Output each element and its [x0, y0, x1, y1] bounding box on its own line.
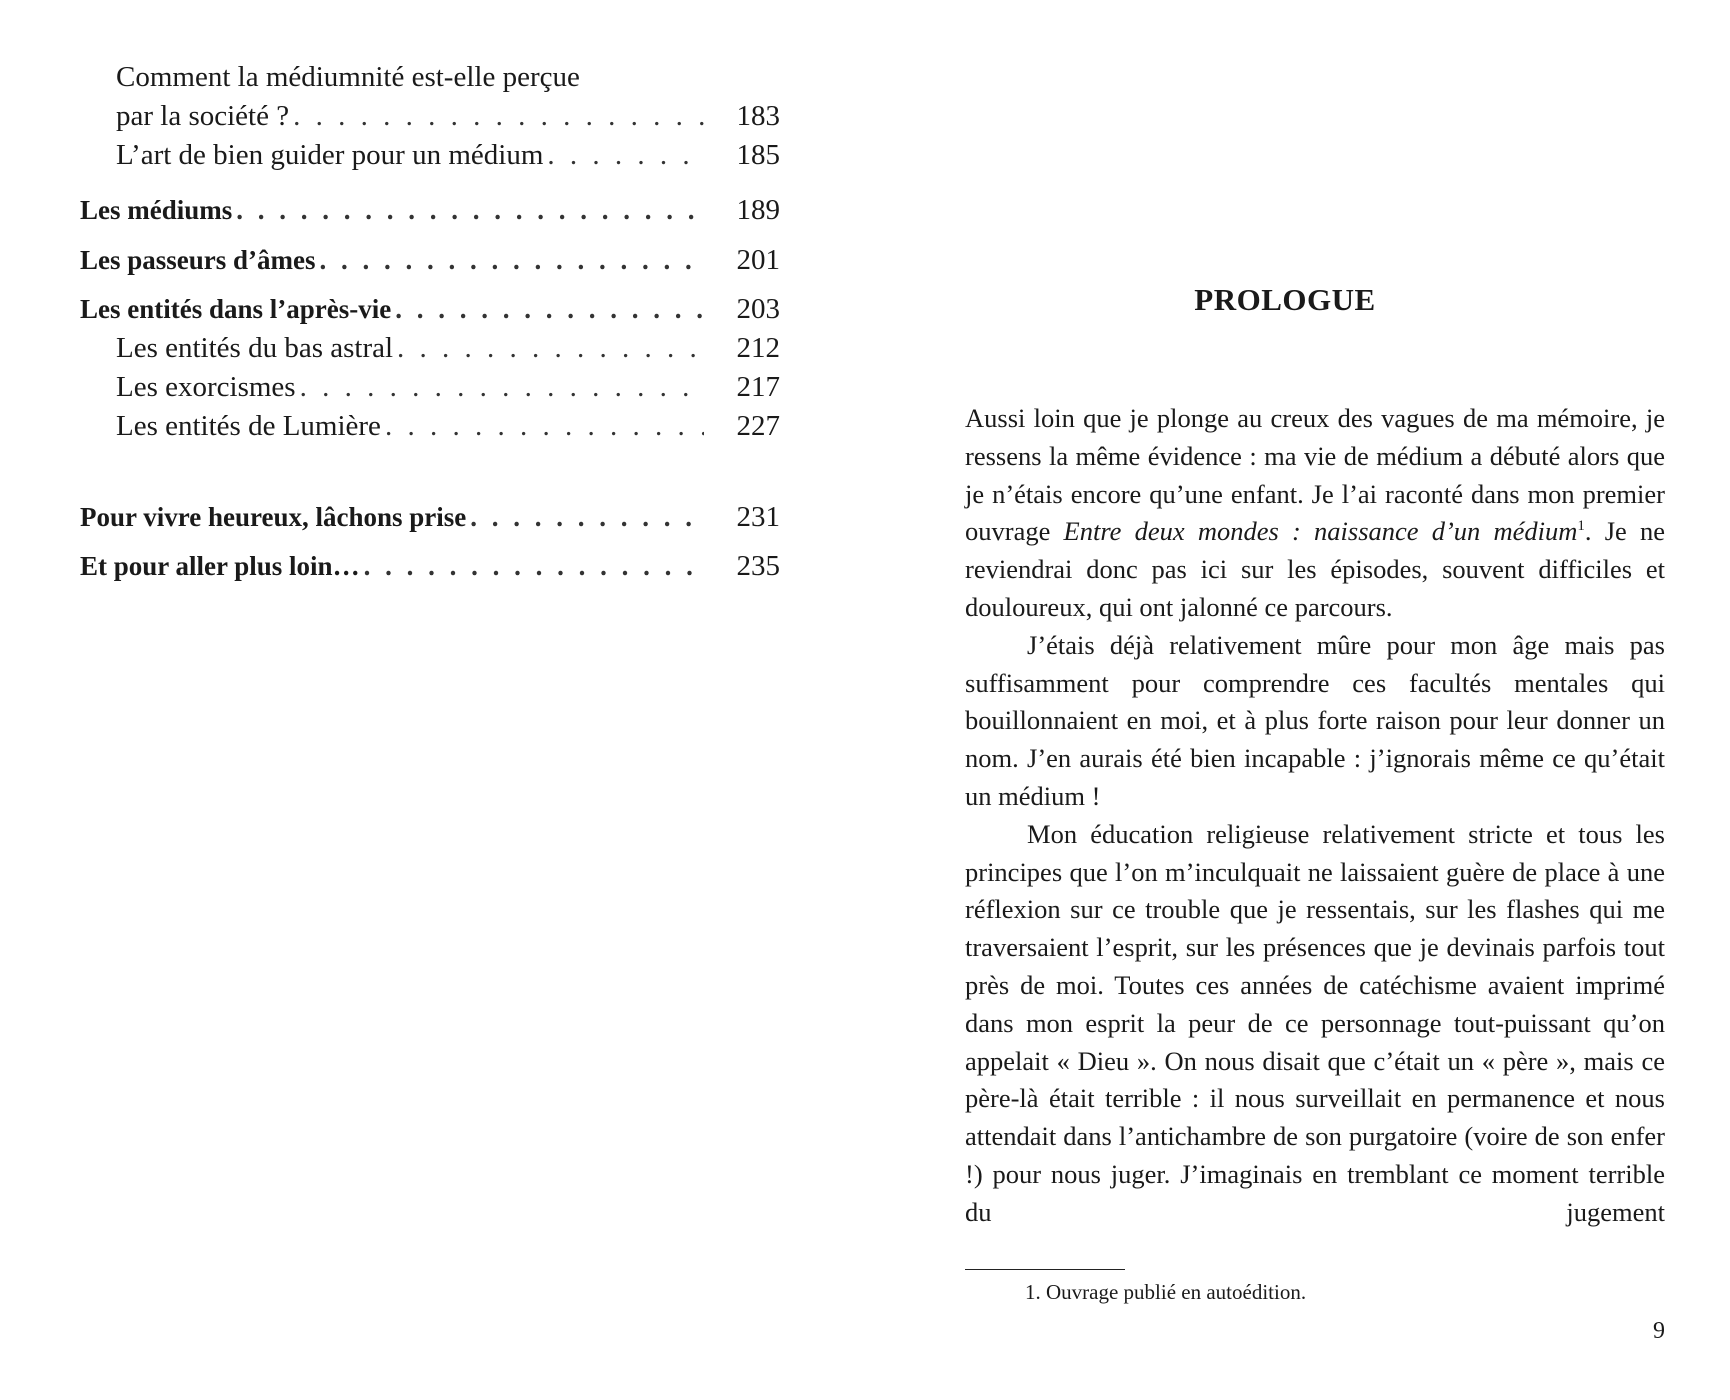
toc-page-number: 203 [736, 292, 780, 325]
chapter-title: PROLOGUE [1194, 282, 1376, 317]
dot-leader [385, 407, 704, 446]
footnote-marker: 1 [1577, 518, 1585, 535]
paragraph-text: Aussi loin que je plonge au creux des vagues de ma mémoire, je ressens la même évidence : ma vie de médium a débuté alors que je n’étais encore qu’une enfant. Je l’ai raconté dans mon premier ouvrage [965, 403, 1665, 547]
toc-entry-label: Les médiums [80, 195, 233, 226]
toc-entry [80, 498, 780, 537]
dot-leader [395, 291, 704, 327]
toc-page-number: 185 [736, 139, 780, 172]
toc-entry [80, 547, 780, 586]
toc-entry-label: Les exorcismes [116, 370, 296, 403]
toc-page-number: 227 [736, 410, 780, 443]
toc-page-number: 183 [736, 100, 780, 133]
toc-entry-label: L’art de bien guider pour un médium [116, 139, 544, 172]
toc-entry-label: Les passeurs d’âmes [80, 244, 316, 275]
toc-page-number: 217 [736, 370, 780, 403]
toc-entry [80, 97, 780, 136]
toc-page-number: 235 [736, 550, 780, 583]
body-text [965, 400, 1665, 1232]
toc-entry [80, 290, 780, 329]
toc-entry [80, 368, 780, 407]
dot-leader [397, 329, 704, 368]
toc-entry [80, 329, 780, 368]
toc-entry [80, 407, 780, 446]
paragraph: Mon éducation religieuse relativement stricte et tous les principes que l’on m’inculquait ne laissaient guère de place à une réflexion sur ce trouble que je ressentais, sur les flashes qui me traversaient l’esprit, sur les présences que je devinais parfois tout près de moi. Toutes ces années de catéchisme avaient imprimé dans mon esprit la peur de ce personnage tout-puissant qu’on appelait « Dieu ». On nous disait que c’était un « père », mais ce père-là était terrible : il nous surveillait en permanence et nous attendait dans l’antichambre de son purgatoire (voire de son enfer !) pour nous juger. J’imaginais en tremblant ce moment terrible du jugement [965, 818, 1665, 1227]
dot-leader [300, 368, 704, 407]
right-page [865, 0, 1730, 1400]
footnote: 1. Ouvrage publié en autoédition. [1025, 1280, 1307, 1304]
toc-entry [80, 191, 780, 230]
toc-entry-label: par la société ? [116, 100, 290, 133]
book-title: Entre deux mondes : naissance d’un médium [1063, 516, 1578, 547]
toc-entry-label: Les entités de Lumière [116, 410, 381, 443]
toc-page-number: 212 [736, 331, 780, 364]
toc-entry-label: Pour vivre heureux, lâchons prise [80, 502, 467, 533]
paragraph: J’étais déjà relativement mûre pour mon âge mais pas suffisamment pour comprendre ces facultés mentales qui bouillonnaient en moi, et à plus forte raison pour leur donner un nom. J’en aurais été bien incapable : j’ignorais même ce qu’était un médium ! [965, 629, 1665, 811]
dot-leader [547, 136, 704, 175]
footnote-divider [965, 1269, 1125, 1270]
toc-entry [80, 241, 780, 280]
toc-page-number: 189 [736, 194, 780, 227]
dot-leader [320, 242, 704, 278]
toc-page-number: 201 [736, 243, 780, 276]
toc-entry-label: Les entités dans l’après-vie [80, 293, 392, 324]
paragraph-text: . Je ne reviendrai donc pas ici sur les épisodes, souvent difficiles et douloureux, qui ont jalonné ce parcours. [965, 516, 1665, 622]
page-number: 9 [1653, 1318, 1665, 1344]
toc-entry-label: Et pour aller plus loin… [80, 551, 360, 582]
toc-page-number: 231 [736, 501, 780, 534]
toc-entry [80, 136, 780, 175]
toc-entry-label: Comment la médiumnité est-elle perçue [116, 61, 580, 93]
paragraph [965, 400, 1665, 627]
dot-leader [364, 548, 704, 584]
toc-entry-label: Les entités du bas astral [116, 331, 394, 364]
dot-leader [236, 192, 704, 228]
dot-leader [470, 499, 704, 535]
table-of-contents [80, 58, 780, 587]
dot-leader [293, 97, 704, 136]
